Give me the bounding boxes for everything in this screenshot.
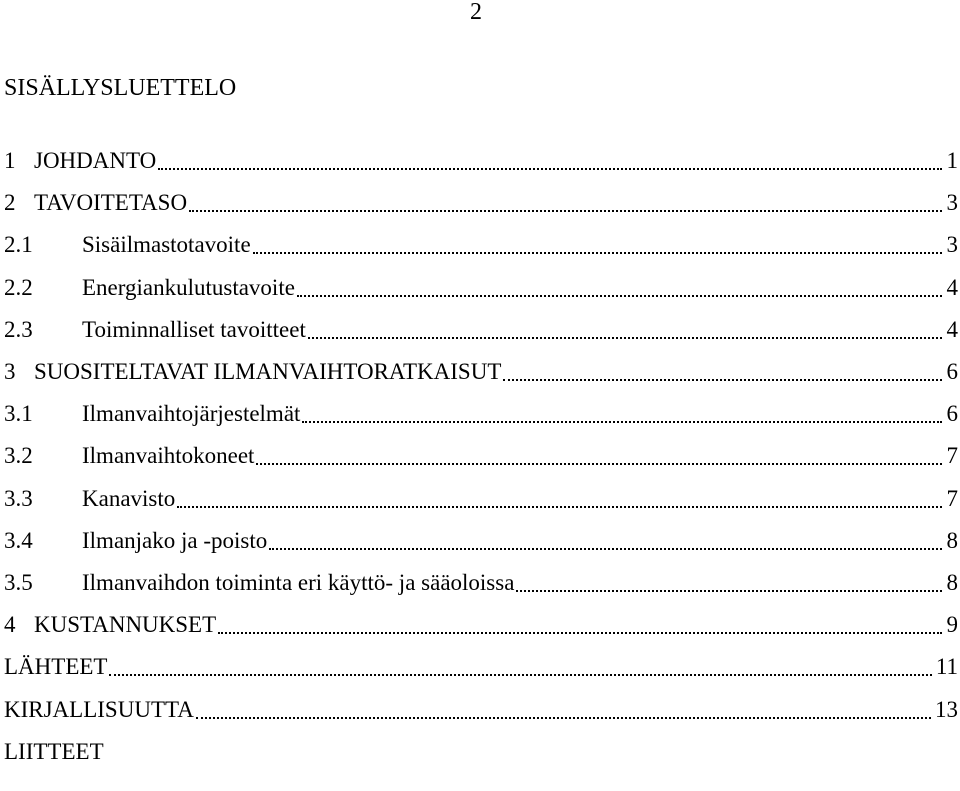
toc-entry-number: 3.5	[4, 570, 33, 595]
toc-entry[interactable]	[0, 182, 960, 224]
toc-entry-number: 2.1	[4, 232, 33, 258]
toc-entry-number: 4	[4, 612, 16, 638]
toc-entry-number: 3.4	[4, 527, 33, 553]
toc-entry[interactable]	[0, 604, 960, 646]
toc-entry-page: 6	[946, 401, 958, 427]
toc-entry-number: 1	[4, 148, 16, 173]
toc-entry[interactable]	[0, 689, 960, 731]
toc-entry-title: Ilmanvaihtojärjestelmät	[82, 401, 301, 427]
toc-entry-page: 1	[946, 148, 958, 173]
toc-entry-number: 3.2	[4, 443, 33, 469]
toc-entry[interactable]	[0, 520, 960, 562]
toc-entry[interactable]	[0, 731, 960, 773]
toc-entry-number: 2.3	[4, 316, 33, 342]
toc-leader-dots	[302, 419, 942, 423]
toc-entry-number: 3.3	[4, 485, 33, 511]
toc-entry-title: TAVOITETASO	[34, 190, 188, 216]
toc-entry-title: LÄHTEET	[4, 654, 108, 680]
toc-entry-page: 4	[946, 316, 958, 342]
toc-entry-title: KUSTANNUKSET	[34, 612, 217, 638]
toc-leader-dots	[516, 588, 942, 592]
toc-entry-page: 7	[946, 485, 958, 511]
toc-leader-dots	[297, 293, 942, 297]
toc-entry-page: 4	[946, 274, 958, 300]
toc-entry-title: Energiankulutustavoite	[82, 274, 295, 300]
toc-leader-dots	[189, 208, 942, 212]
toc-leader-dots	[269, 546, 942, 550]
toc-leader-dots	[503, 377, 942, 381]
toc-entry-title: Ilmanvaihdon toiminta eri käyttö- ja sääoloissa	[82, 570, 515, 595]
toc-leader-dots	[196, 715, 931, 719]
toc-leader-dots	[218, 630, 942, 634]
toc-entry[interactable]	[0, 478, 960, 520]
toc-entry[interactable]	[0, 224, 960, 266]
toc-entry-number: 3	[4, 359, 16, 384]
toc-entry-number: 2	[4, 190, 16, 216]
page-number: 2	[470, 0, 482, 25]
toc-entry-number: 2.2	[4, 274, 33, 300]
toc-entry-title: Ilmanjako ja -poisto	[82, 527, 268, 553]
toc-leader-dots	[109, 672, 932, 676]
toc-entry-title: Ilmanvaihtokoneet	[82, 443, 255, 469]
toc-title: SISÄLLYSLUETTELO	[4, 75, 237, 101]
toc-leader-dots	[253, 250, 942, 254]
toc-entry[interactable]	[0, 140, 960, 182]
toc-leader-dots	[158, 166, 942, 170]
toc-entry-title: LIITTEET	[4, 738, 104, 764]
toc-entry-title: Sisäilmastotavoite	[82, 232, 251, 258]
toc-entry-page: 11	[935, 654, 958, 680]
toc-entry-page: 7	[946, 443, 958, 469]
toc-entry-title: JOHDANTO	[34, 148, 157, 173]
toc-leader-dots	[177, 504, 942, 508]
toc-entry[interactable]	[0, 435, 960, 477]
toc-entry[interactable]	[0, 646, 960, 688]
toc-entry-page: 3	[946, 232, 958, 258]
toc-entry-page: 9	[946, 612, 958, 638]
toc-leader-dots	[256, 461, 942, 465]
toc-entry[interactable]	[0, 309, 960, 351]
toc-entry[interactable]	[0, 393, 960, 435]
toc-entry[interactable]	[0, 351, 960, 393]
toc-entry-number: 3.1	[4, 401, 33, 427]
toc-leader-dots	[308, 335, 942, 339]
toc-entry-title: Kanavisto	[82, 485, 176, 511]
toc-entry-page: 8	[946, 527, 958, 553]
toc-entry-page: 3	[946, 190, 958, 216]
toc-entry[interactable]	[0, 267, 960, 309]
toc-entry[interactable]	[0, 562, 960, 604]
toc-entry-page: 6	[946, 359, 958, 384]
toc-entry-page: 8	[946, 570, 958, 595]
toc-entry-title: SUOSITELTAVAT ILMANVAIHTORATKAISUT	[34, 359, 502, 384]
toc-entry-page: 13	[935, 696, 958, 722]
toc-entry-title: KIRJALLISUUTTA	[4, 696, 194, 722]
toc-entry-title: Toiminnalliset tavoitteet	[82, 316, 306, 342]
